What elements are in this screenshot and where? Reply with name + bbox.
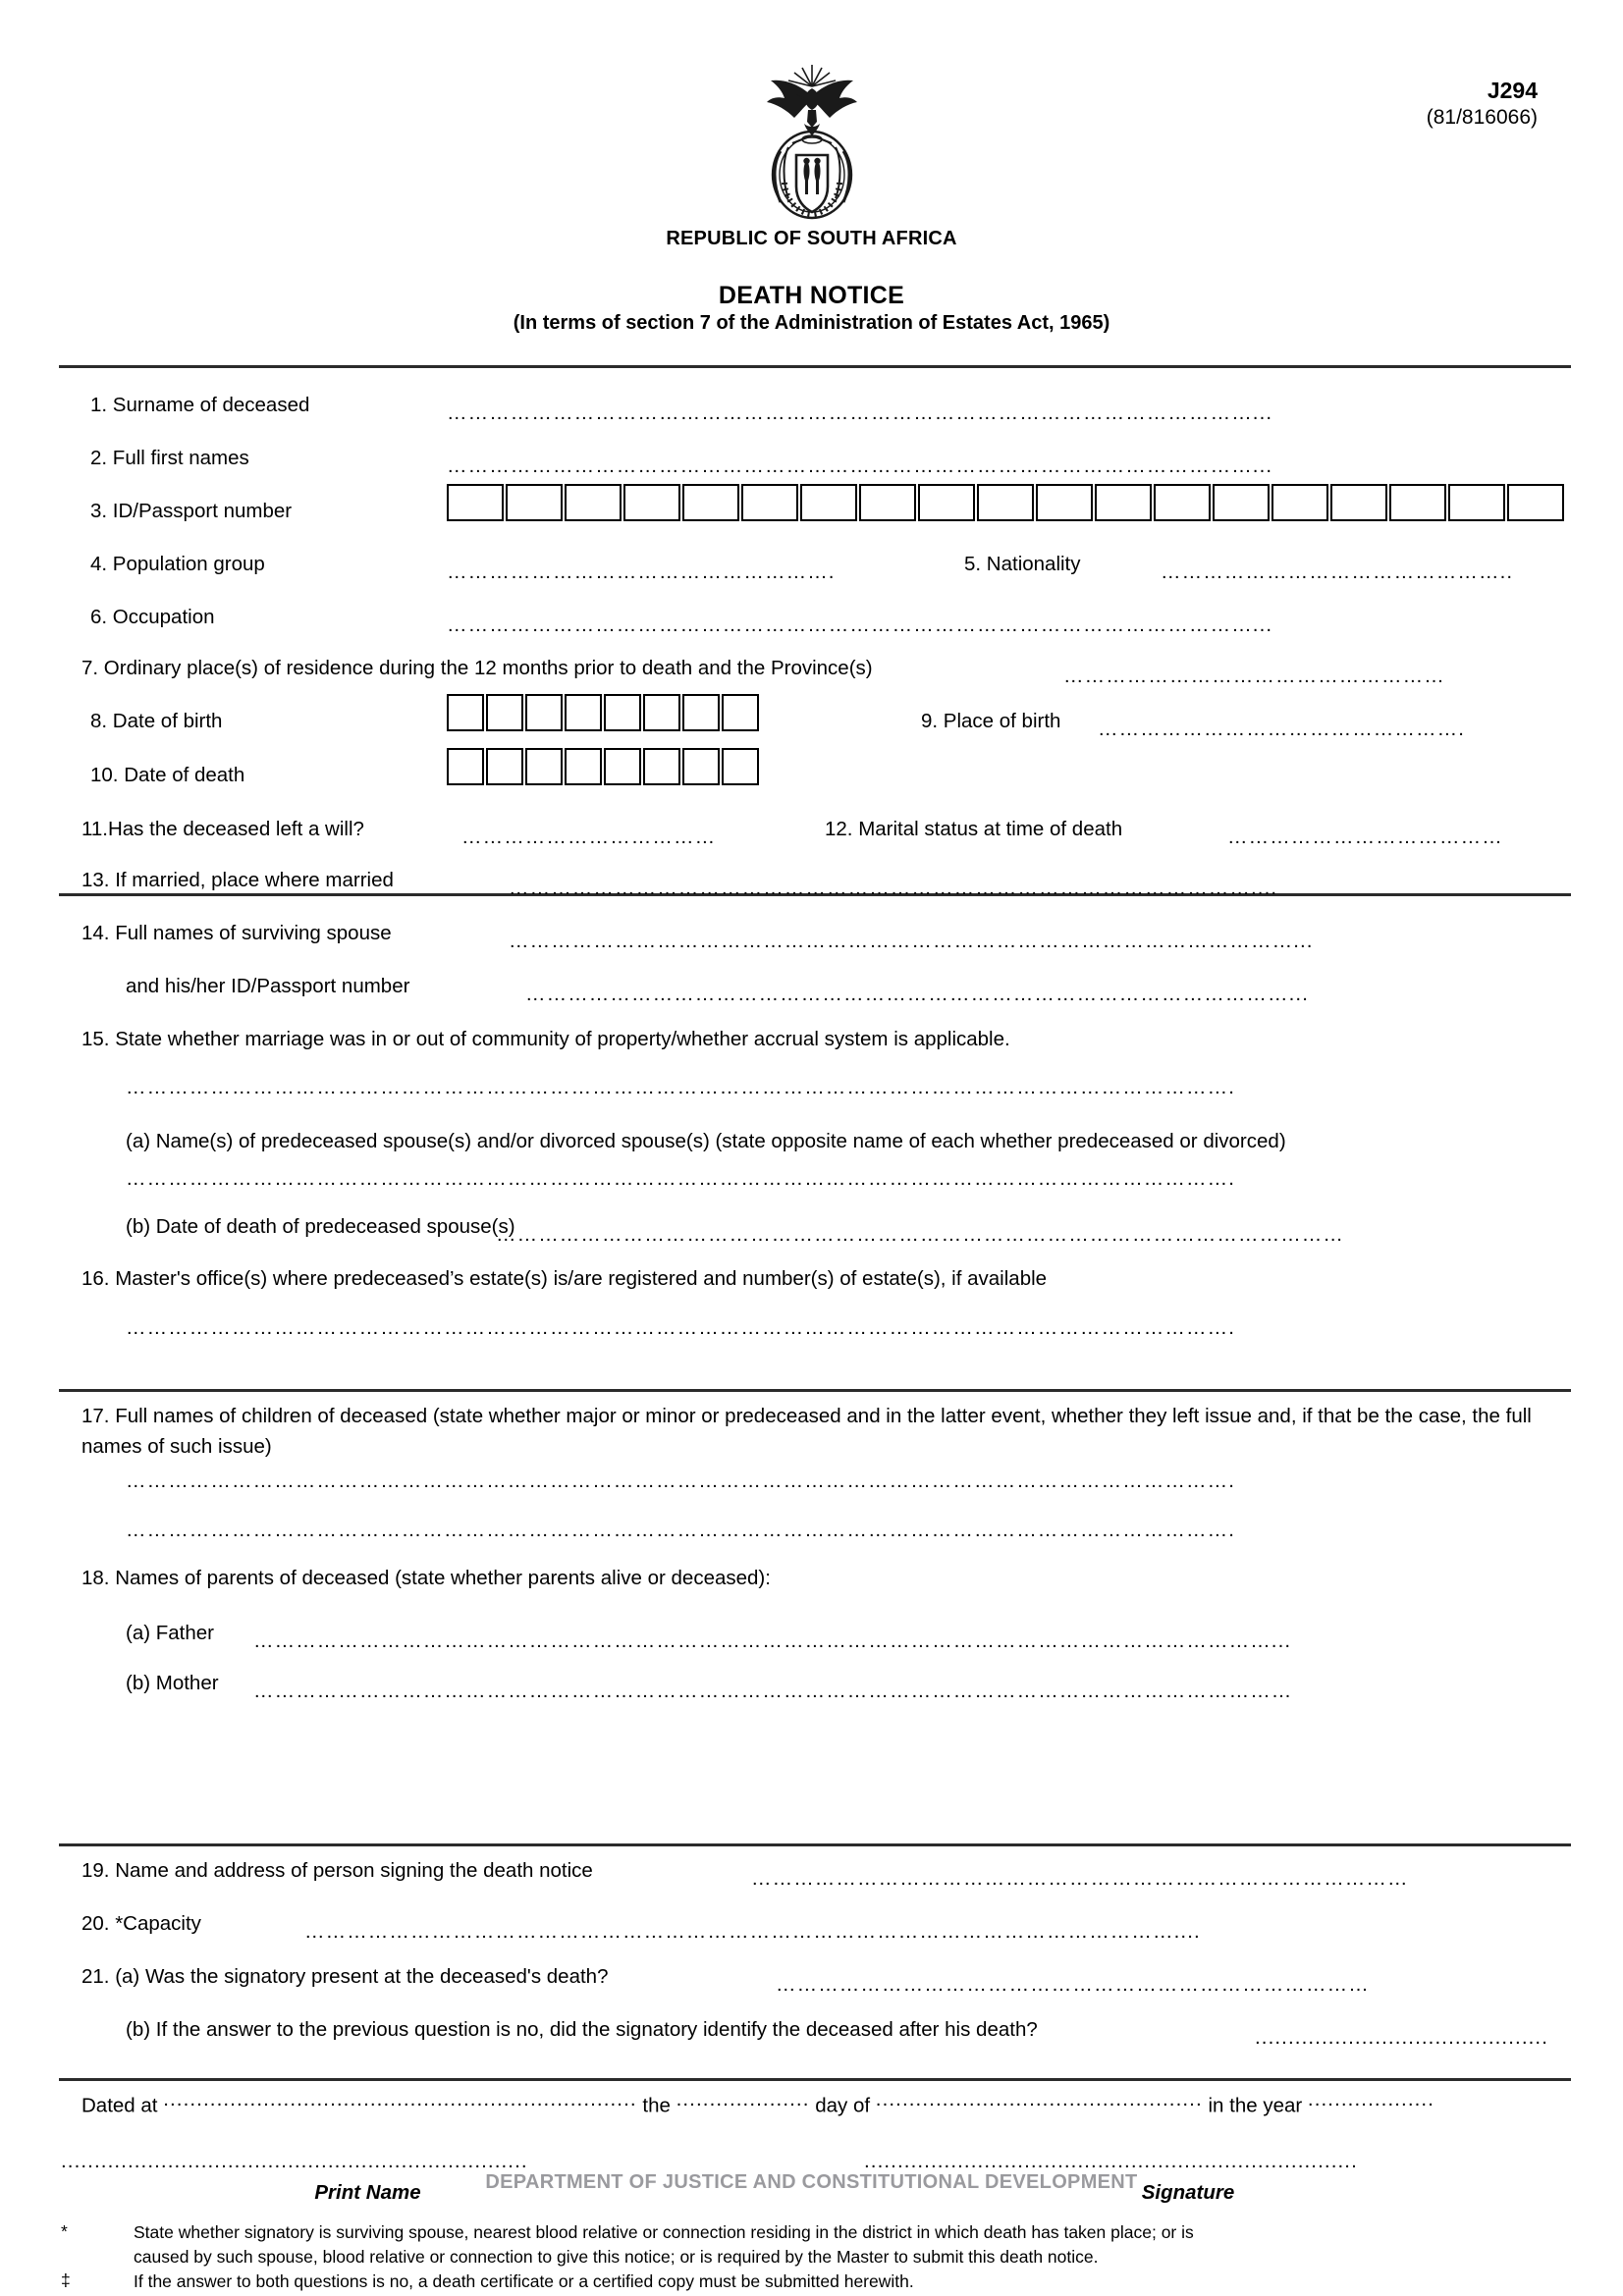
field-14-spouse-input[interactable]: …………………………………………………………………………………………………... — [509, 930, 1314, 952]
form-code: J294 — [1487, 78, 1538, 103]
divider-after-18 — [59, 1843, 1571, 1846]
footnote-1-line-1: State whether signatory is surviving spouse, nearest blood relative or connection residing in the district in which death has taken place; or is — [134, 2222, 1194, 2242]
footnote-1-mark: * — [61, 2221, 68, 2241]
dated-at-intheyear: in the year — [1208, 2094, 1303, 2117]
field-8-dob-label: 8. Date of birth — [90, 710, 223, 732]
dated-at-month-input[interactable]: ................................................. — [875, 2088, 1203, 2110]
id-number-character-box[interactable] — [1036, 484, 1093, 521]
id-number-character-box[interactable] — [1507, 484, 1564, 521]
id-number-character-box[interactable] — [506, 484, 563, 521]
id-number-character-box[interactable] — [1154, 484, 1211, 521]
date-of-death-character-box[interactable] — [682, 748, 720, 785]
field-16-masters-office-input[interactable]: …………………………………………………………………………………………………………………………………………. — [126, 1316, 1235, 1339]
field-11-will-input[interactable]: ……………………………… — [461, 826, 717, 848]
date-of-death-character-box[interactable] — [722, 748, 759, 785]
id-number-character-box[interactable] — [918, 484, 975, 521]
field-6-occupation-input[interactable]: ……………………………………………………………………………………………………... — [447, 614, 1273, 636]
field-18-parents-label: 18. Names of parents of deceased (state whether parents alive or deceased): — [81, 1567, 771, 1589]
footnote-2-text — [134, 2269, 1577, 2294]
date-of-death-character-box[interactable] — [565, 748, 602, 785]
field-18a-father-label: (a) Father — [126, 1622, 214, 1644]
field-15a-predeceased-label: (a) Name(s) of predeceased spouse(s) and/or divorced spouse(s) (state opposite name of each whether predeceased or divorced) — [126, 1130, 1286, 1152]
footnote-1-text — [134, 2220, 1577, 2270]
id-number-character-box[interactable] — [741, 484, 798, 521]
field-17-children-input-1[interactable]: …………………………………………………………………………………………………………………………………………. — [126, 1469, 1235, 1492]
field-15b-predeceased-dod-input[interactable]: ………………………………………………………………………………………………………… — [496, 1223, 1344, 1246]
print-name-input[interactable]: ...................................................................... — [61, 2150, 528, 2172]
divider-above-footnotes — [59, 2078, 1571, 2081]
coat-of-arms-icon — [0, 57, 1623, 224]
field-5-nationality-input[interactable]: ………………………………………….. — [1161, 561, 1514, 583]
country-heading: REPUBLIC OF SOUTH AFRICA — [666, 228, 957, 249]
field-7-residence-input[interactable]: ……………………………………………… — [1063, 665, 1445, 687]
field-2-firstnames-input[interactable]: ……………………………………………………………………………………………………... — [447, 454, 1273, 477]
dated-at-day-input[interactable]: .................... — [676, 2088, 810, 2110]
dated-at-year-input[interactable]: ................... — [1307, 2088, 1435, 2110]
date-of-death-character-box[interactable] — [643, 748, 680, 785]
field-3-id-label: 3. ID/Passport number — [90, 500, 293, 522]
field-4-population-label: 4. Population group — [90, 553, 265, 575]
field-12-marital-label: 12. Marital status at time of death — [825, 818, 1123, 840]
id-number-character-box[interactable] — [800, 484, 857, 521]
field-21a-present-input[interactable]: ………………………………………………………………………… — [776, 1973, 1370, 1996]
print-name-caption: Print Name — [314, 2181, 421, 2204]
field-13-marriage-place-label: 13. If married, place where married — [81, 869, 394, 891]
id-number-character-box[interactable] — [1448, 484, 1505, 521]
field-1-surname-input[interactable]: ……………………………………………………………………………………………………... — [447, 401, 1273, 424]
dated-at-prefix: Dated at — [81, 2094, 158, 2117]
field-15a-predeceased-input[interactable]: …………………………………………………………………………………………………………………………………………. — [126, 1167, 1235, 1190]
id-number-character-box[interactable] — [977, 484, 1034, 521]
divider-after-16 — [59, 1389, 1571, 1392]
field-12-marital-input[interactable]: ………………………………… — [1227, 826, 1503, 848]
field-18b-mother-input[interactable]: ………………………………………………………………………………………………………………………………… — [253, 1680, 1293, 1702]
field-2-firstnames-label: 2. Full first names — [90, 447, 249, 469]
date-of-birth-character-box[interactable] — [525, 694, 563, 731]
date-of-death-character-box[interactable] — [486, 748, 523, 785]
field-15-property-label: 15. State whether marriage was in or out of community of property/whether accrual system is applicable. — [81, 1028, 1010, 1050]
dated-at-dayof: day of — [815, 2094, 871, 2117]
field-8-dob-boxes[interactable] — [447, 694, 761, 731]
field-18b-mother-label: (b) Mother — [126, 1672, 219, 1694]
field-19-signer-input[interactable]: ………………………………………………………………………………… — [751, 1867, 1409, 1890]
form-subcode: (81/816066) — [1426, 105, 1538, 129]
field-21a-present-label: 21. (a) Was the signatory present at the deceased's death? — [81, 1965, 609, 1988]
id-number-character-box[interactable] — [1389, 484, 1446, 521]
field-21b-identify-label: (b) If the answer to the previous question is no, did the signatory identify the deceased after his death? — [126, 2018, 1038, 2041]
date-of-birth-character-box[interactable] — [682, 694, 720, 731]
field-13-marriage-place-input[interactable]: …………………………………………………………………………………………….... — [509, 877, 1278, 899]
id-number-character-box[interactable] — [1213, 484, 1270, 521]
field-19-signer-label: 19. Name and address of person signing the death notice — [81, 1859, 593, 1882]
footnote-1-line-2: caused by such spouse, blood relative or connection to give this notice; or is required by the Master to submit this death notice. — [134, 2247, 1099, 2268]
footnote-2-mark: ‡ — [61, 2270, 71, 2290]
id-number-character-box[interactable] — [1271, 484, 1328, 521]
divider-top — [59, 365, 1571, 368]
signature-caption: Signature — [1141, 2181, 1235, 2204]
date-of-death-character-box[interactable] — [447, 748, 484, 785]
date-of-birth-character-box[interactable] — [565, 694, 602, 731]
id-number-character-box[interactable] — [1330, 484, 1387, 521]
field-16-masters-office-label: 16. Master's office(s) where predeceased’s estate(s) is/are registered and number(s) of estate(s), if available — [81, 1267, 1048, 1290]
field-14-spouse-label: 14. Full names of surviving spouse — [81, 922, 392, 944]
field-15-property-input[interactable]: …………………………………………………………………………………………………………………………………………. — [126, 1076, 1235, 1098]
department-footer: DEPARTMENT OF JUSTICE AND CONSTITUTIONAL DEVELOPMENT — [485, 2171, 1138, 2193]
dated-at-the: the — [642, 2094, 671, 2117]
field-4-population-input[interactable]: ………………………………………………. — [447, 561, 836, 583]
field-14b-spouse-id-label: and his/her ID/Passport number — [126, 975, 410, 997]
date-of-death-character-box[interactable] — [604, 748, 641, 785]
field-10-dod-boxes[interactable] — [447, 748, 761, 785]
field-5-nationality-label: 5. Nationality — [964, 553, 1081, 575]
date-of-birth-character-box[interactable] — [604, 694, 641, 731]
dated-at-place-input[interactable]: ....................................................................... — [163, 2088, 637, 2110]
field-15b-predeceased-dod-label: (b) Date of death of predeceased spouse(s) — [126, 1215, 515, 1238]
field-21b-identify-input[interactable]: ............................................ — [1255, 2026, 1549, 2049]
footnote-2-line-1: If the answer to both questions is no, a death certificate or a certified copy must be submitted herewith. — [134, 2271, 914, 2291]
page-title: DEATH NOTICE — [718, 282, 905, 309]
id-number-character-box[interactable] — [447, 484, 504, 521]
field-18a-father-input[interactable]: ………………………………………………………………………………………………………………………………... — [253, 1629, 1292, 1652]
field-9-pob-label: 9. Place of birth — [921, 710, 1061, 732]
signature-input[interactable]: .......................................................................... — [864, 2150, 1358, 2172]
dated-at-line — [81, 2087, 1434, 2118]
date-of-birth-character-box[interactable] — [722, 694, 759, 731]
id-number-character-box[interactable] — [859, 484, 916, 521]
field-7-residence-label: 7. Ordinary place(s) of residence during the 12 months prior to death and the Province(s) — [81, 657, 873, 679]
field-11-will-label: 11.Has the deceased left a will? — [81, 818, 364, 840]
id-number-character-box[interactable] — [1095, 484, 1152, 521]
id-number-character-box[interactable] — [565, 484, 622, 521]
field-10-dod-label: 10. Date of death — [90, 764, 245, 786]
date-of-birth-character-box[interactable] — [447, 694, 484, 731]
id-number-character-box[interactable] — [623, 484, 680, 521]
field-6-occupation-label: 6. Occupation — [90, 606, 215, 628]
field-20-capacity-label: 20. *Capacity — [81, 1912, 201, 1935]
field-3-id-boxes[interactable] — [447, 484, 1566, 521]
date-of-birth-character-box[interactable] — [486, 694, 523, 731]
id-number-character-box[interactable] — [682, 484, 739, 521]
field-14b-spouse-id-input[interactable]: ………………………………………………………………………………………………... — [525, 983, 1309, 1005]
field-17-children-input-2[interactable]: …………………………………………………………………………………………………………………………………………. — [126, 1519, 1235, 1541]
date-of-death-character-box[interactable] — [525, 748, 563, 785]
field-20-capacity-input[interactable]: …………………………………………………………………………………………………………….... — [304, 1920, 1201, 1943]
page-subtitle: (In terms of section 7 of the Administration of Estates Act, 1965) — [513, 312, 1110, 334]
field-9-pob-input[interactable]: ……………………………………………. — [1098, 718, 1465, 740]
date-of-birth-character-box[interactable] — [643, 694, 680, 731]
field-17-children-label: 17. Full names of children of deceased (state whether major or minor or predeceased and in the latter event, whether they left issue and, if that be the case, the full names of such issue) — [81, 1405, 1532, 1458]
field-1-surname-label: 1. Surname of deceased — [90, 394, 310, 416]
